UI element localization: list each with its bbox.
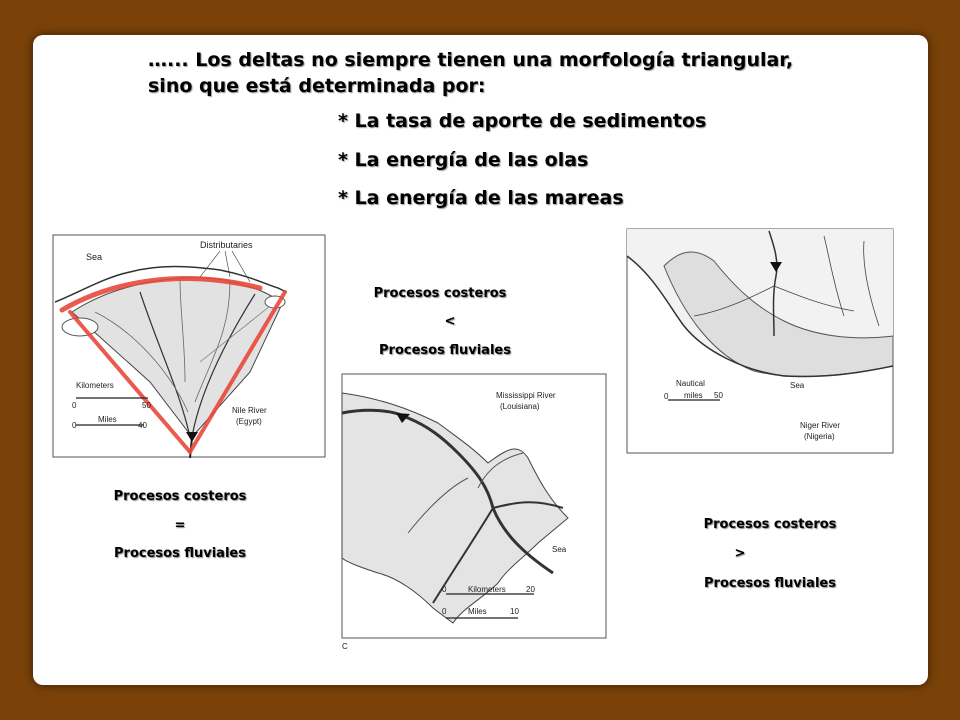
niger-delta-figure [624, 226, 896, 456]
niger-sea-label: Sea [790, 381, 805, 390]
nile-country-label: (Egypt) [236, 417, 262, 426]
nile-mi-tick-0: 0 [72, 421, 77, 430]
nile-distributaries-label: Distributaries [200, 240, 253, 250]
nile-miles-label: Miles [98, 415, 117, 424]
mississippi-panel-letter: C [342, 642, 348, 650]
mississippi-caption-symbol: < [444, 314, 456, 329]
niger-caption-bottom: Procesos fluviales [704, 576, 836, 591]
mississippi-caption-bottom: Procesos fluviales [379, 343, 511, 358]
nile-river-label: Nile River [232, 406, 267, 415]
niger-country-label: (Nigeria) [804, 432, 835, 441]
niger-river-label: Niger River [800, 421, 841, 430]
mississippi-km-label: Kilometers [468, 585, 506, 594]
mississippi-km-tick-20: 20 [526, 585, 535, 594]
niger-caption-top: Procesos costeros [703, 517, 837, 532]
mississippi-state-label: (Louisiana) [500, 402, 540, 411]
niger-miles-label: miles [684, 391, 703, 400]
niger-nautical-label: Nautical [676, 379, 705, 388]
nile-km-label: Kilometers [76, 381, 114, 390]
mississippi-river-label: Mississippi River [496, 391, 556, 400]
nile-km-tick-0: 0 [72, 401, 77, 410]
intro-line-2: sino que está determinada por: [148, 75, 486, 97]
factor-sediment: * La tasa de aporte de sedimentos [338, 110, 707, 132]
factor-waves: * La energía de las olas [338, 149, 589, 171]
nile-sea-label: Sea [86, 252, 103, 262]
mississippi-mi-tick-0: 0 [442, 607, 447, 616]
nile-caption-top: Procesos costeros [113, 489, 247, 504]
mississippi-caption-top: Procesos costeros [373, 286, 507, 301]
mississippi-sea-label: Sea [552, 545, 567, 554]
nile-delta-figure [50, 232, 328, 460]
nile-mi-tick-40: 40 [138, 421, 147, 430]
mississippi-delta-figure [338, 368, 610, 650]
intro-line-1: …... Los deltas no siempre tienen una morfología triangular, [148, 49, 794, 71]
mississippi-mi-tick-10: 10 [510, 607, 519, 616]
niger-caption-symbol: > [734, 546, 746, 561]
niger-tick-50: 50 [714, 391, 723, 400]
mississippi-miles-label: Miles [468, 607, 487, 616]
niger-tick-0: 0 [664, 392, 669, 401]
nile-km-tick-50: 50 [142, 401, 151, 410]
nile-caption-bottom: Procesos fluviales [114, 546, 246, 561]
nile-caption-symbol: = [174, 518, 186, 533]
mississippi-km-tick-0: 0 [442, 585, 447, 594]
factor-tides: * La energía de las mareas [338, 187, 624, 209]
